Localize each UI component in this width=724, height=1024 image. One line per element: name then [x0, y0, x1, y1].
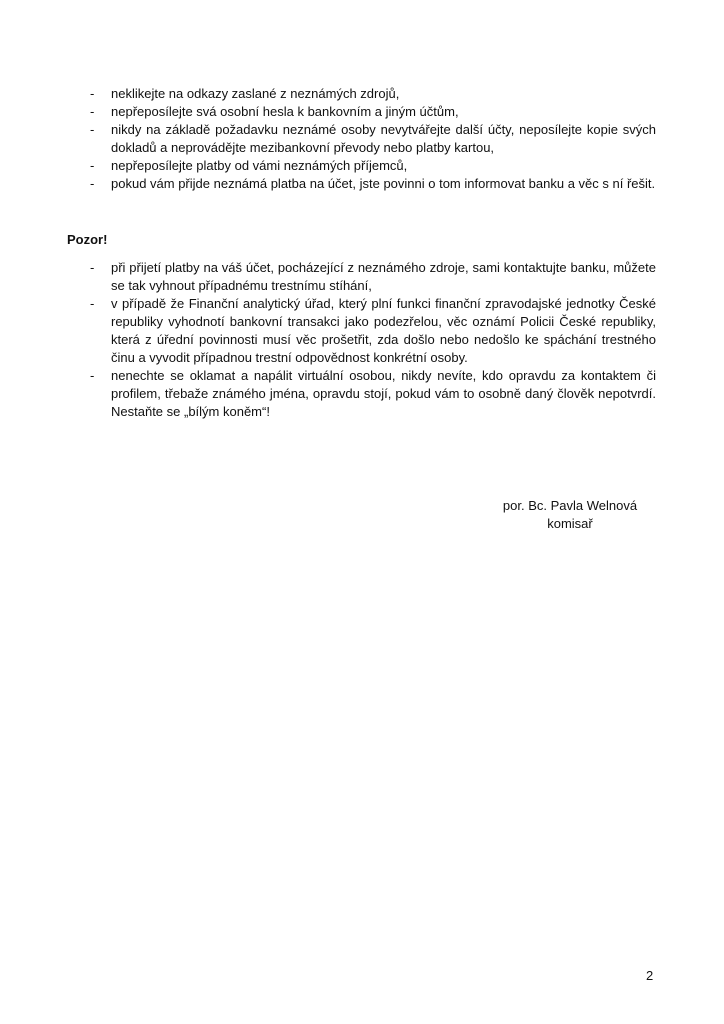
bullet-dash: -: [90, 158, 95, 173]
signature-title: komisař: [547, 516, 593, 531]
bullet-dash: -: [90, 368, 95, 383]
list-item: [90, 259, 656, 295]
page-number: 2: [646, 968, 654, 983]
bullet-dash: -: [90, 260, 95, 275]
section-heading: Pozor!: [67, 232, 108, 247]
list-item-text: nikdy na základě požadavku neznámé osoby nevytvářejte další účty, neposílejte kopie svých dokladů a neprovádějte mezibankovní převody nebo platby kartou,: [111, 122, 656, 155]
list-item-text: v případě že Finanční analytický úřad, který plní funkci finanční zpravodajské jednotky České republiky vyhodnotí bankovní transakci jako podezřelou, věc oznámí Policii České republiky, která z úřední povinnosti musí věc prošetřit, zda došlo nebo nedošlo ke spáchání trestného činu a vyvodit případnou trestní odpovědnost konkrétní osoby.: [111, 296, 656, 365]
bullet-dash: -: [90, 176, 95, 191]
warning-list: [90, 85, 656, 193]
list-item: [90, 157, 656, 175]
bullet-dash: -: [90, 122, 95, 137]
list-item-text: nenechte se oklamat a napálit virtuální osobou, nikdy nevíte, kdo opravdu za kontaktem či profilem, třebaže známého jména, opravdu stojí, pokud vám to osobně daný člověk nepotvrdí. Nestaňte se „bílým koněm“!: [111, 368, 656, 419]
list-item-text: pokud vám přijde neznámá platba na účet, jste povinni o tom informovat banku a věc s ní řešit.: [111, 176, 656, 191]
signature-name: por. Bc. Pavla Welnová: [502, 498, 638, 513]
bullet-dash: -: [90, 296, 95, 311]
list-item-text: při přijetí platby na váš účet, pocházející z neznámého zdroje, sami kontaktujte banku, můžete se tak vyhnout případnému trestnímu stíhání,: [111, 260, 656, 293]
list-item: [90, 121, 656, 157]
list-item-text: nepřeposílejte platby od vámi neznámých příjemců,: [111, 158, 408, 173]
signature-block: [470, 497, 670, 533]
list-item: [90, 295, 656, 367]
list-item: [90, 85, 656, 103]
list-item: [90, 103, 656, 121]
list-item-text: nepřeposílejte svá osobní hesla k bankovním a jiným účtům,: [111, 104, 459, 119]
list-item-text: neklikejte na odkazy zaslané z neznámých zdrojů,: [111, 86, 400, 101]
list-item: [90, 175, 656, 193]
caution-list: [90, 259, 656, 421]
bullet-dash: -: [90, 86, 95, 101]
bullet-dash: -: [90, 104, 95, 119]
list-item: [90, 367, 656, 421]
